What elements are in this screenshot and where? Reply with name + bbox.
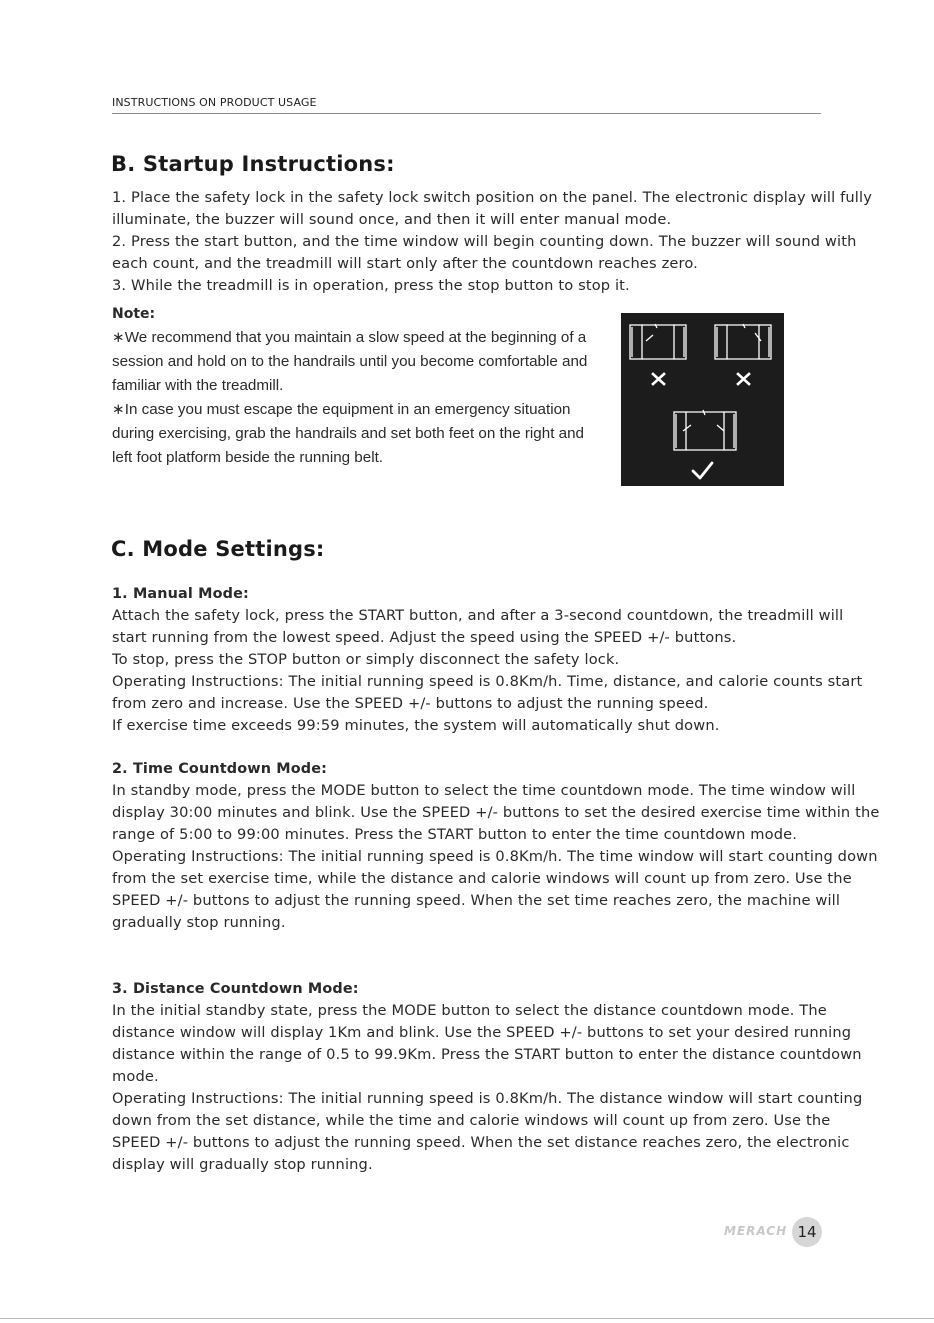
startup-heading: B. Startup Instructions: [111,152,395,176]
cross-icon [738,374,749,384]
treadmill-correct [674,410,736,450]
header-label: INSTRUCTIONS ON PRODUCT USAGE [112,96,317,109]
brand-logo: MERACH [724,1224,788,1238]
manual-mode-line-3: Operating Instructions: The initial running speed is 0.8Km/h. Time, distance, and calorie counts start from zero and increase. Use the SPEED +/- buttons to adjust the running speed. [112,673,863,712]
manual-mode-line-2: To stop, press the STOP button or simply disconnect the safety lock. [112,651,620,668]
time-countdown-title: 2. Time Countdown Mode: [112,761,328,777]
time-countdown-line-1: In standby mode, press the MODE button to select the time countdown mode. The time window will display 30:00 minutes and blink. Use the SPEED +/- buttons to set the desired exercise time within the range of 5:00 to 99:00 minutes. Press the START button to enter the time countdown mode. [112,782,880,843]
header-divider [112,113,821,114]
distance-countdown-title: 3. Distance Countdown Mode: [112,981,359,997]
manual-mode-line-1: Attach the safety lock, press the START button, and after a 3-second countdown, the treadmill will start running from the lowest speed. Adjust the speed using the SPEED +/- buttons. [112,607,844,646]
note-section [112,302,592,470]
treadmill-wrong-2 [715,324,771,359]
distance-countdown-section [112,978,882,1176]
page-number: 14 [792,1217,822,1247]
manual-mode-section [112,583,882,737]
bottom-divider [0,1318,934,1319]
time-countdown-section [112,758,882,934]
startup-step-2: 2. Press the start button, and the time window will begin counting down. The buzzer will sound with each count, and the treadmill will start only after the countdown reaches zero. [112,233,857,272]
note-item-2: ∗In case you must escape the equipment in an emergency situation during exercising, grab the handrails and set both feet on the right and left foot platform beside the running belt. [112,401,584,466]
startup-step-1: 1. Place the safety lock in the safety lock switch position on the panel. The electronic display will fully illuminate, the buzzer will sound once, and then it will enter manual mode. [112,189,872,228]
treadmill-wrong-1 [630,324,686,359]
manual-mode-line-4: If exercise time exceeds 99:59 minutes, the system will automatically shut down. [112,717,720,734]
distance-countdown-line-2: Operating Instructions: The initial running speed is 0.8Km/h. The distance window will start counting down from the set distance, while the time and calorie windows will count up from zero. Use the SPEED +/- buttons to adjust the running speed. When the set distance reaches zero, the electronic display will gradually stop running. [112,1090,863,1173]
note-item-1: ∗We recommend that you maintain a slow speed at the beginning of a session and hold on to the handrails until you become comfortable and familiar with the treadmill. [112,329,588,394]
cross-icon [653,374,664,384]
manual-mode-title: 1. Manual Mode: [112,586,249,602]
time-countdown-line-2: Operating Instructions: The initial running speed is 0.8Km/h. The time window will start counting down from the set exercise time, while the distance and calorie windows will count up from zero. Use the SPEED +/- buttons to adjust the running speed. When the set time reaches zero, the machine will gradually stop running. [112,848,878,931]
handrail-illustration [621,313,784,486]
startup-instructions [112,187,882,297]
check-icon [693,463,712,478]
distance-countdown-line-1: In the initial standby state, press the MODE button to select the distance countdown mode. The distance window will display 1Km and blink. Use the SPEED +/- buttons to set your desired running distance within the range of 0.5 to 99.9Km. Press the START button to enter the distance countdown mode. [112,1002,862,1085]
startup-step-3: 3. While the treadmill is in operation, press the stop button to stop it. [112,277,630,294]
handrail-illustration-svg [621,313,784,486]
note-title: Note: [112,306,156,322]
mode-settings-heading: C. Mode Settings: [111,537,325,561]
